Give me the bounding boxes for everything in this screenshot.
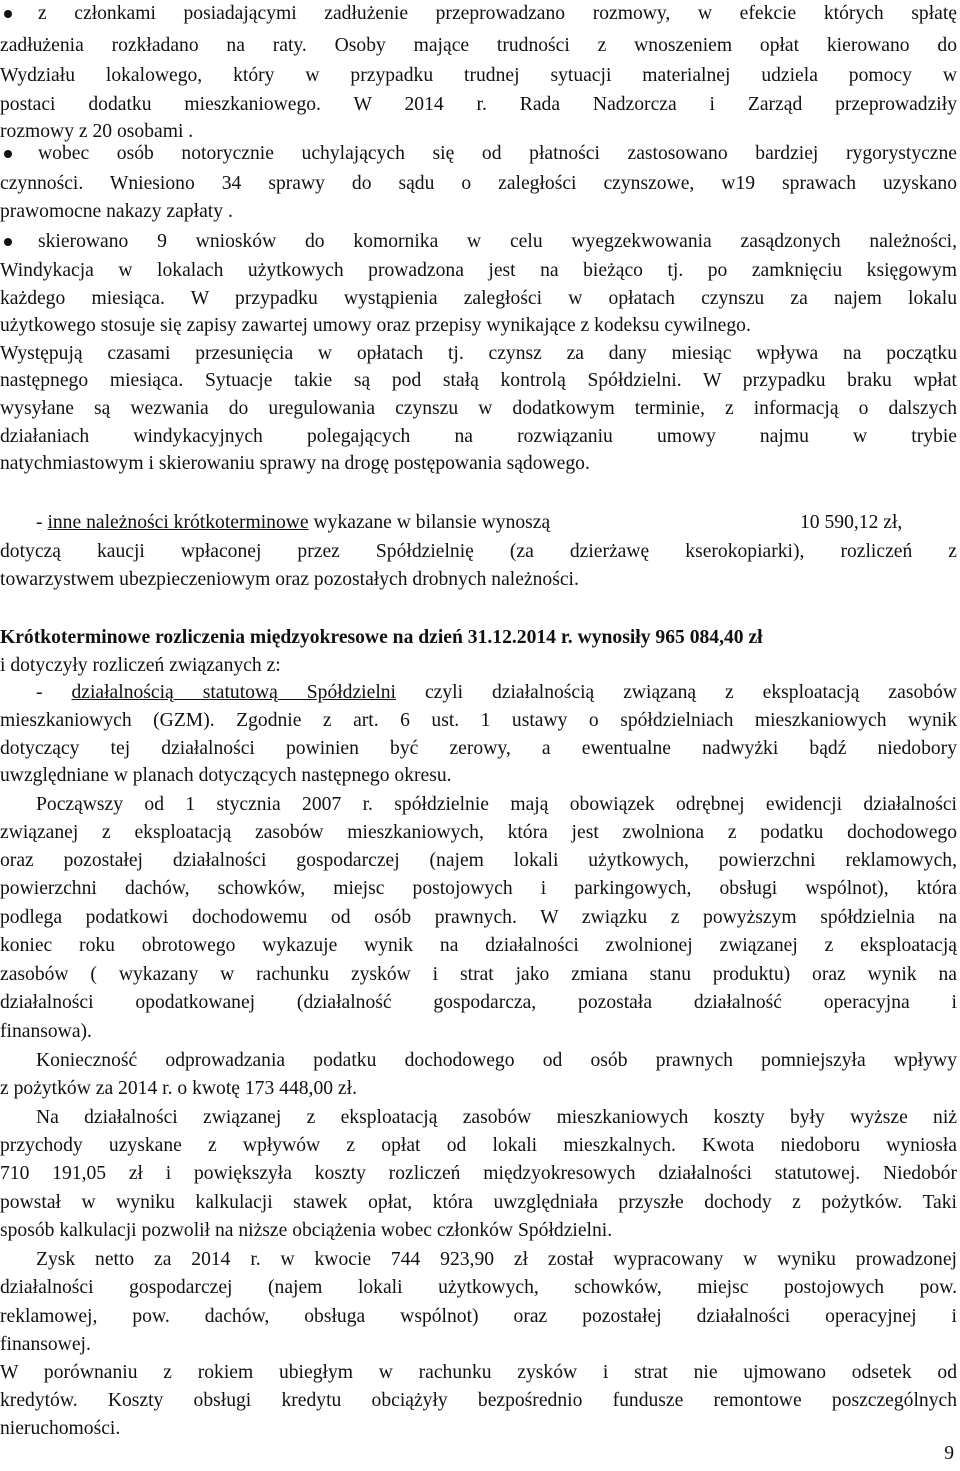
- dzialalnosc-line-5: sposób kalkulacji pozwolił na niższe obciążenia wobec członków Spółdzielni.: [0, 1220, 613, 1241]
- windykacja-line-8: natychmiastowym i skierowaniu sprawy na drogę postępowania sądowego.: [0, 453, 590, 474]
- bullet-1-line-5: rozmowy z 20 osobami .: [0, 121, 194, 142]
- page-number: 9: [944, 1443, 954, 1464]
- bullet-1-line-2: zadłużenia rozkładano na raty. Osoby mające trudności z wnoszeniem opłat kierowano do: [0, 35, 957, 56]
- poczawszy-line-5: podlega podatkowi dochodowemu od osób prawnych. W związku z powyższym spółdzielnia na: [0, 907, 957, 928]
- bullet-2-line-1: wobec osób notorycznie uchylających się od płatności zastosowano bardziej rygorystyczne: [38, 143, 957, 164]
- bullet-1-line-4: postaci dodatku mieszkaniowego. W 2014 r. Rada Nadzorcza i Zarząd przeprowadziły: [0, 94, 957, 115]
- krotko-line-5: dotyczący tej działalności powinien być zerowy, a ewentualne nadwyżki bądź niedobory: [0, 738, 957, 759]
- bullet-icon: [4, 150, 12, 158]
- koniecznosc-line-2: z pożytków za 2014 r. o kwotę 173 448,00 zł.: [0, 1078, 357, 1099]
- porownanie-line-2: kredytów. Koszty obsługi kredytu obciążyły bezpośrednio fundusze remontowe poszczególnych: [0, 1390, 957, 1411]
- bullet-1-line-3: Wydziału lokalowego, który w przypadku trudnej sytuacji materialnej udziela pomocy w: [0, 65, 957, 86]
- poczawszy-line-6: koniec roku obrotowego wykazuje wynik na działalności zwolnionej związanej z eksploatacją: [0, 935, 957, 956]
- zysk-line-4: finansowej.: [0, 1334, 91, 1355]
- windykacja-line-7: działaniach windykacyjnych polegających na rozwiązaniu umowy najmu w trybie: [0, 426, 957, 447]
- poczawszy-line-3: oraz pozostałej działalności gospodarczej (najem lokali użytkowych, powierzchni reklamowych,: [0, 850, 957, 871]
- poczawszy-line-1: Począwszy od 1 stycznia 2007 r. spółdzielnie mają obowiązek odrębnej ewidencji działalności: [36, 794, 957, 815]
- dzialalnosc-line-2: przychody uzyskane z wpływów z opłat od lokali mieszkalnych. Kwota niedoboru wyniosła: [0, 1135, 957, 1156]
- poczawszy-line-8: działalności opodatkowanej (działalność gospodarcza, pozostała działalność operacyjna i: [0, 992, 957, 1013]
- windykacja-line-2: każdego miesiąca. W przypadku wystąpienia zaległości w opłatach czynszu za najem lokalu: [0, 288, 957, 309]
- windykacja-line-6: wysyłane są wezwania do uregulowania czynszu w dodatkowym terminie, z informacją o dalszych: [0, 398, 957, 419]
- inne-text: wykazane w bilansie wynoszą: [308, 512, 551, 533]
- bullet-3-line-1: skierowano 9 wniosków do komornika w celu wyegzekwowania zasądzonych należności,: [38, 231, 957, 252]
- krotko-line-6: uwzględniane w planach dotyczących następnego okresu.: [0, 765, 452, 786]
- windykacja-line-3: użytkowego stosuje się zapisy zawartej umowy oraz przepisy wynikające z kodeksu cywilnego.: [0, 315, 751, 336]
- dzialalnosc-line-3: 710 191,05 zł i powiększyła koszty rozliczeń międzyokresowych działalności statutowej. Niedobór: [0, 1163, 957, 1184]
- poczawszy-line-7: zasobów ( wykazany w rachunku zysków i strat jako zmiana stanu produktu) oraz wynik na: [0, 964, 957, 985]
- zysk-line-3: reklamowej, pow. dachów, obsługa wspólnot) oraz pozostałej działalności operacyjnej i: [0, 1306, 957, 1327]
- bullet-2-line-3: prawomocne nakazy zapłaty .: [0, 201, 233, 222]
- windykacja-line-5: następnego miesiąca. Sytuacje takie są pod stałą kontrolą Spółdzielni. W przypadku braku wpłat: [0, 370, 957, 391]
- krotko-heading: [0, 626, 957, 650]
- krotko-dash: -: [36, 682, 72, 703]
- windykacja-line-4: Występują czasami przesunięcia w opłatach tj. czynsz za dany miesiąc wpływa na początku: [0, 343, 957, 364]
- inne-line-1: [36, 511, 736, 535]
- bullet-1-line-1: z członkami posiadającymi zadłużenie przeprowadzano rozmowy, w efekcie których spłatę: [38, 3, 957, 24]
- krotko-heading-amount: wynosiły 965 084,40 zł: [572, 627, 763, 648]
- porownanie-line-1: W porównaniu z rokiem ubiegłym w rachunku zysków i strat nie ujmowano odsetek od: [0, 1362, 957, 1383]
- dzialalnosc-line-1: Na działalności związanej z eksploatacją zasobów mieszkaniowych koszty były wyższe niż: [36, 1107, 957, 1128]
- krotko-line-2: i dotyczyły rozliczeń związanych z:: [0, 655, 281, 676]
- windykacja-line-1: Windykacja w lokalach użytkowych prowadzona jest na bieżąco tj. po zamknięciu księgowym: [0, 260, 957, 281]
- krotko-text: czyli działalnością związaną z eksploatacją zasobów: [396, 682, 957, 703]
- krotko-underlined-term: działalnością statutową Spółdzielni: [71, 682, 396, 703]
- bullet-icon: [4, 238, 12, 246]
- inne-dash: -: [36, 512, 48, 533]
- koniecznosc-line-1: Konieczność odprowadzania podatku dochodowego od osób prawnych pomniejszyła wpływy: [36, 1050, 957, 1071]
- inne-underlined-term: inne należności krótkoterminowe: [47, 512, 309, 533]
- bullet-2-line-2: czynności. Wniesiono 34 sprawy do sądu o zaległości czynszowe, w19 sprawach uzyskano: [0, 173, 957, 194]
- zysk-line-2: działalności gospodarczej (najem lokali użytkowych, schowków, miejsc postojowych pow.: [0, 1277, 957, 1298]
- krotko-line-4: mieszkaniowych (GZM). Zgodnie z art. 6 ust. 1 ustawy o spółdzielniach mieszkaniowych wynik: [0, 710, 957, 731]
- poczawszy-line-9: finansowa).: [0, 1021, 92, 1042]
- poczawszy-line-2: związanej z eksploatacją zasobów mieszkaniowych, która jest zwolniona z podatku dochodowego: [0, 822, 957, 843]
- poczawszy-line-4: powierzchni dachów, schowków, miejsc postojowych i parkingowych, obsługi wspólnot), która: [0, 878, 957, 899]
- porownanie-line-3: nieruchomości.: [0, 1418, 121, 1439]
- bullet-icon: [4, 10, 12, 18]
- dzialalnosc-line-4: powstał w wyniku kalkulacji stawek opłat, która uwzględniała przyszłe dochody z pożytków. Taki: [0, 1192, 957, 1213]
- krotko-line-3: [36, 681, 957, 705]
- inne-amount: 10 590,12 zł,: [800, 512, 903, 533]
- inne-line-2: dotyczą kaucji wpłaconej przez Spółdzielnię (za dzierżawę kserokopiarki), rozliczeń z: [0, 541, 957, 562]
- inne-line-3: towarzystwem ubezpieczeniowym oraz pozostałych drobnych należności.: [0, 569, 579, 590]
- zysk-line-1: Zysk netto za 2014 r. w kwocie 744 923,90 zł został wypracowany w wyniku prowadzonej: [36, 1249, 957, 1270]
- krotko-heading-title: Krótkoterminowe rozliczenia międzyokresowe na dzień 31.12.2014 r.: [0, 627, 573, 648]
